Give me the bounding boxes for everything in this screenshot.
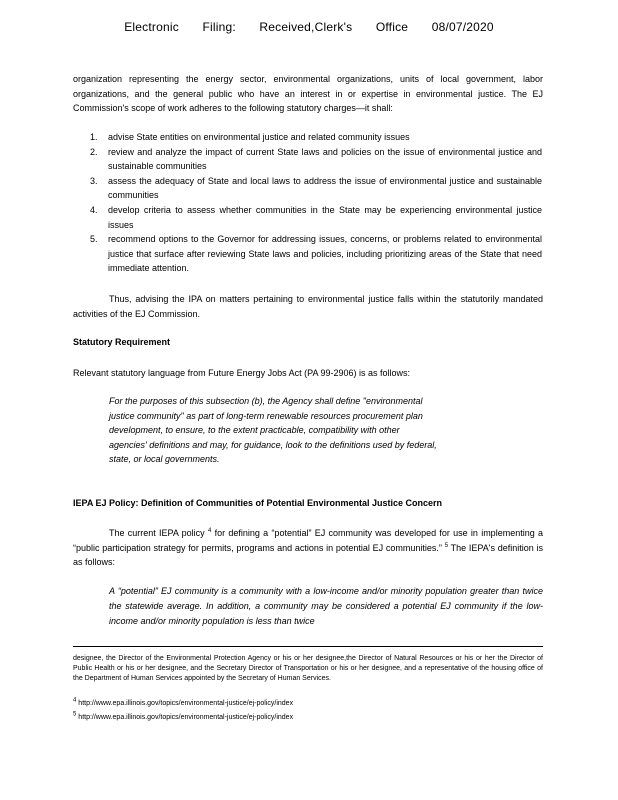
- charges-list: [90, 130, 542, 276]
- header-office: Office: [375, 20, 409, 34]
- filing-header: [0, 20, 618, 34]
- footnote-ref-4: 4: [207, 528, 212, 534]
- list-item: 2. review and analyze the impact of current State laws and policies on the issue of environmental justice and sustainable communities: [90, 146, 542, 172]
- header-filing: Filing:: [202, 20, 236, 34]
- footnote-ref-5: 5: [444, 542, 449, 549]
- footnote-4-url[interactable]: http://www.epa.illinois.gov/topics/environmental-justice/ej-policy/index: [78, 700, 294, 707]
- statutory-quote: For the purposes of this subsection (b), the Agency shall define "environmental justice community" as part of long-term renewable resources procurement plan development, to ensure, to the extent practicable, compatibility with other agencies' definitions and may, for guidance, look to the definitions used by federal, state, or local governments.: [109, 396, 437, 465]
- list-item: 1. advise State entities on environmental justice and related community issues: [90, 132, 410, 142]
- heading-statutory-requirement: Statutory Requirement: [73, 337, 171, 347]
- thus-paragraph: Thus, advising the IPA on matters pertaining to environmental justice falls within the statutorily mandated activities of the EJ Commission.: [73, 294, 543, 319]
- list-item: 3. assess the adequacy of State and local laws to address the issue of environmental justice and sustainable communities: [90, 175, 542, 201]
- list-item: 4. develop criteria to assess whether communities in the State may be experiencing environmental justice issues: [90, 204, 542, 230]
- footnote-5: 5 http://www.epa.illinois.gov/topics/environmental-justice/ej-policy/index: [73, 711, 294, 721]
- intro-paragraph: organization representing the energy sector, environmental organizations, units of local government, labor organizations, and the general public who have an interest in or expertise in environmental justice. The EJ Commission's scope of work adheres to the following statutory charges—it shall:: [73, 74, 543, 114]
- footnote-4: 4 http://www.epa.illinois.gov/topics/environmental-justice/ej-policy/index: [73, 697, 294, 707]
- header-date: 08/07/2020: [431, 20, 494, 34]
- ej-definition-quote: A “potential” EJ community is a community with a low-income and/or minority population greater than twice the statewide average. In addition, a community may be considered a potential EJ community if the low-income and/or minority population is less than twice: [109, 586, 543, 626]
- list-item: 5. recommend options to the Governor for addressing issues, concerns, or problems related to environmental justice that surface after reviewing State laws and policies, including prioritizing areas of the State that need immediate attention.: [90, 234, 542, 274]
- footnote-divider: [73, 646, 543, 647]
- header-electronic: Electronic: [124, 20, 179, 34]
- footnote-5-url[interactable]: http://www.epa.illinois.gov/topics/environmental-justice/ej-policy/index: [78, 714, 294, 721]
- heading-iepa-ej-policy: IEPA EJ Policy: Definition of Communities of Potential Environmental Justice Concern: [73, 498, 443, 508]
- current-policy-paragraph: The current IEPA policy $^4$ for defining a “potential” EJ community was developed for use in implementing a “public participation strategy for permits, programs and actions in potential EJ communities.” $^5$ The IEPA's definition is as follows:: [73, 528, 543, 568]
- relevant-paragraph: Relevant statutory language from Future Energy Jobs Act (PA 99-2906) is as follows:: [73, 368, 411, 378]
- footnote-continuation: designee, the Director of the Environmental Protection Agency or his or her designee,the Director of Natural Resources or his or her the Director of Public Health or his or her designee, and the Secretary Director of Transportation or his or her designee, and a representative of the housing office of the Department of Human Services appointed by the Secretary of Human Services.: [73, 655, 543, 682]
- header-received: Received,Clerk's: [259, 20, 353, 34]
